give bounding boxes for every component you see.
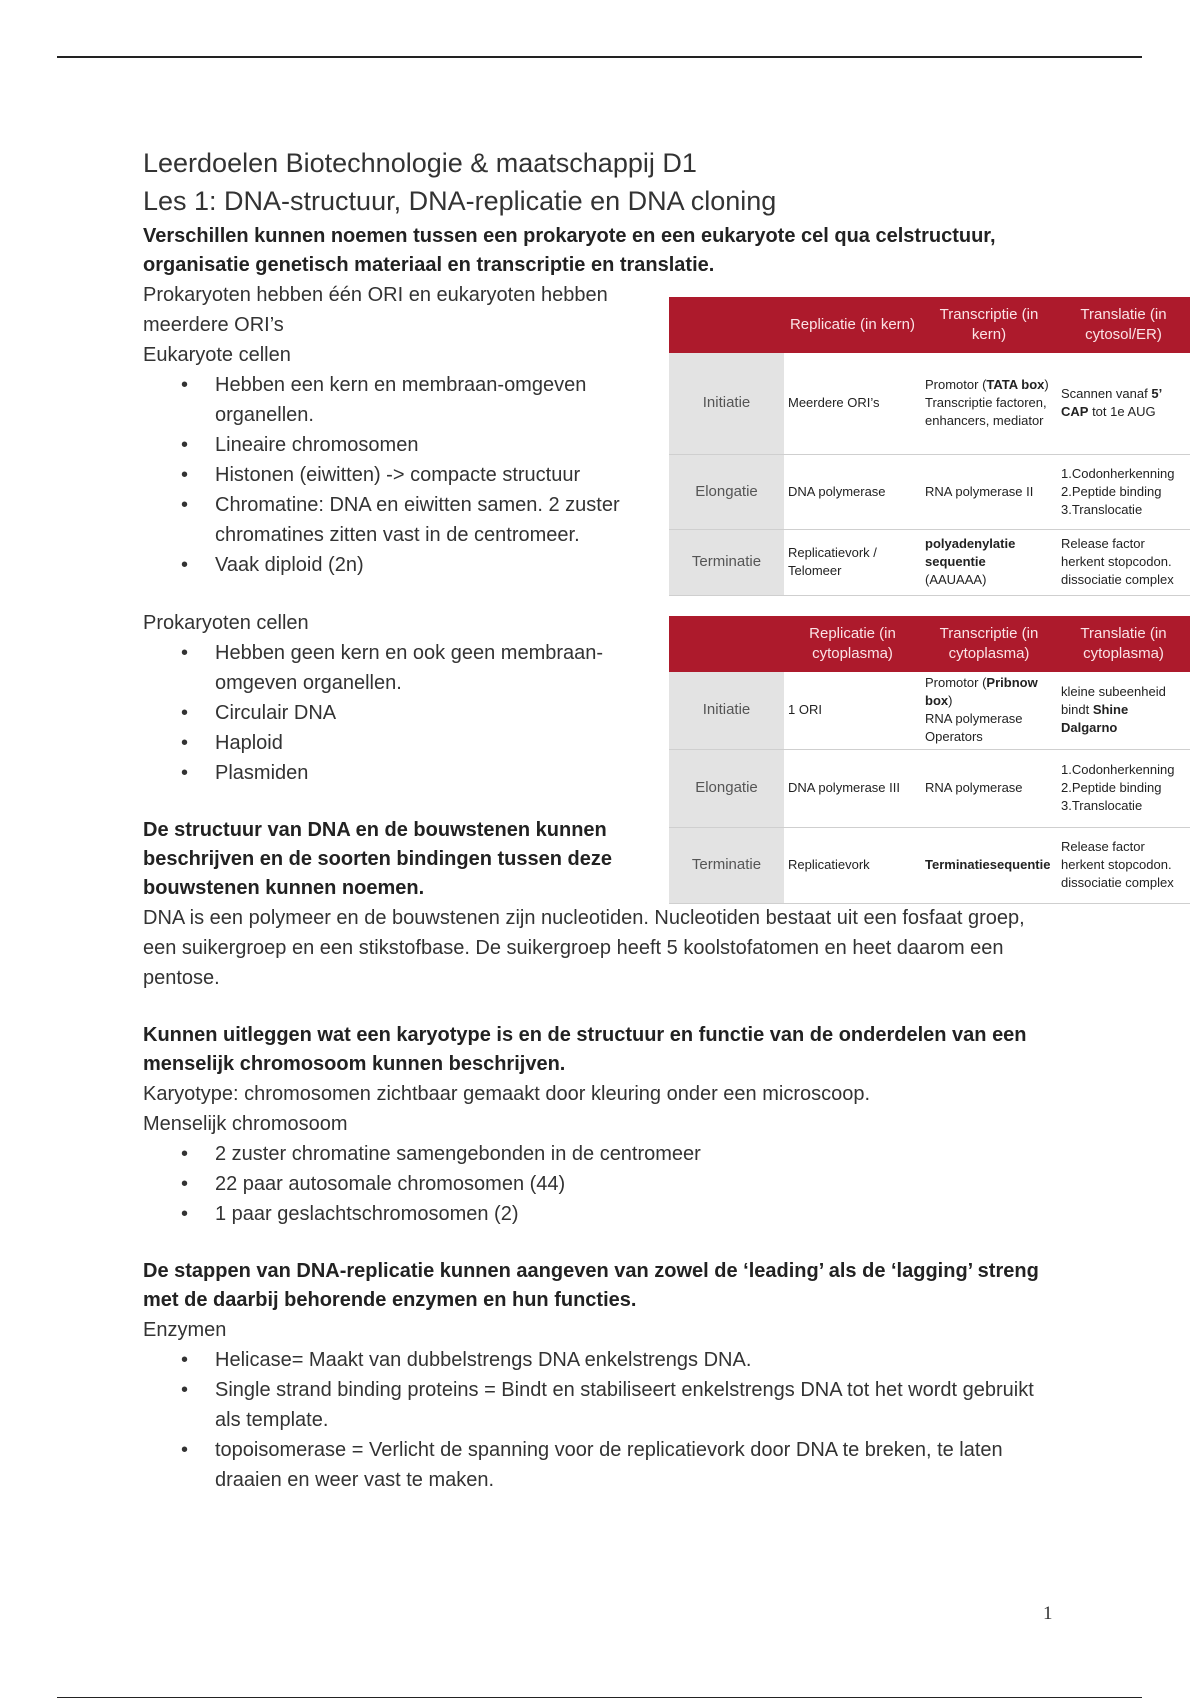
row-header: Elongatie	[669, 454, 784, 529]
eukaryote-label: Eukaryote cellen	[143, 344, 291, 366]
list-item: • Chromatine: DNA en eiwitten samen. 2 zuster chromatines zitten vast in de centromeer.	[143, 490, 643, 550]
section2	[143, 816, 643, 903]
row-header: Initiatie	[669, 353, 784, 454]
footer-rule	[57, 1697, 1142, 1698]
ori-intro: Prokaryoten hebben één ORI en eukaryoten hebben meerdere ORI’s	[143, 284, 608, 336]
section2-text: DNA is een polymeer en de bouwstenen zijn nucleotiden. Nucleotiden bestaat uit een fosfaat groep, een suikergroep en een stikstofbase. De suikergroep heeft 5 koolstofatomen en heet daarom een pentose.	[143, 907, 1025, 989]
list-item: • 2 zuster chromatine samengebonden in de centromeer	[143, 1139, 1063, 1169]
section2-heading: De structuur van DNA en de bouwstenen kunnen beschrijven en de soorten bindingen tussen deze bouwstenen kunnen noemen.	[143, 819, 612, 899]
table-cell: kleine subeenheid bindt Shine Dalgarno	[1061, 684, 1166, 736]
section4-heading: De stappen van DNA-replicatie kunnen aangeven van zowel de ‘leading’ als de ‘lagging’ streng met de daarbij behorende enzymen en hun functies.	[143, 1260, 1039, 1311]
chromosome-list	[143, 1139, 1063, 1229]
prokaryote-label: Prokaryoten cellen	[143, 612, 309, 634]
prokaryote-table	[669, 616, 1190, 904]
column-header: Replicatie (in cytoplasma)	[784, 616, 921, 672]
table-cell: Promotor (TATA box) Transcriptie factoren, enhancers, mediator	[925, 377, 1049, 429]
table-cell: Scannen vanaf 5’ CAP tot 1e AUG	[1061, 386, 1162, 420]
eukaryote-table	[669, 297, 1190, 596]
list-item: • Vaak diploid (2n)	[143, 550, 643, 580]
column-header: Replicatie (in kern)	[784, 297, 921, 353]
section1-heading: Verschillen kunnen noemen tussen een prokaryote en een eukaryote cel qua celstructuur, organisatie genetisch materiaal en transcriptie en translatie.	[143, 225, 996, 276]
row-header: Terminatie	[669, 529, 784, 595]
enzyme-list	[143, 1345, 1063, 1495]
table-row	[669, 672, 1190, 749]
list-item: • 1 paar geslachtschromosomen (2)	[143, 1199, 1063, 1229]
column-header: Translatie (in cytosol/ER)	[1057, 297, 1190, 353]
table-corner	[669, 616, 784, 672]
table-cell: Release factor herkent stopcodon. dissociatie complex	[1061, 536, 1174, 587]
prokaryote-list	[143, 638, 643, 788]
list-item: • Single strand binding proteins = Bindt en stabiliseert enkelstrengs DNA tot het wordt gebruikt als template.	[143, 1375, 1063, 1435]
eukaryote-list	[143, 370, 643, 580]
section3-heading: Kunnen uitleggen wat een karyotype is en de structuur en functie van de onderdelen van een menselijk chromosoom kunnen beschrijven.	[143, 1024, 1027, 1075]
list-item: • Histonen (eiwitten) -> compacte structuur	[143, 460, 643, 490]
list-item: • Helicase= Maakt van dubbelstrengs DNA enkelstrengs DNA.	[143, 1345, 1063, 1375]
column-header: Transcriptie (in cytoplasma)	[921, 616, 1057, 672]
table-cell: Terminatiesequentie	[925, 857, 1051, 872]
header-rule	[57, 56, 1142, 58]
column-header: Transcriptie (in kern)	[921, 297, 1057, 353]
table-cell: Promotor (Pribnow box) RNA polymerase Operators	[925, 675, 1038, 745]
table-cell: 1 ORI	[788, 702, 822, 718]
row-header: Terminatie	[669, 827, 784, 903]
table-cell: 1.Codonherkenning 2.Peptide binding 3.Translocatie	[1061, 465, 1175, 517]
document-title: Leerdoelen Biotechnologie & maatschappij D1	[143, 148, 697, 178]
row-header: Elongatie	[669, 749, 784, 827]
karyotype-text: Karyotype: chromosomen zichtbaar gemaakt door kleuring onder een microscoop.	[143, 1083, 871, 1105]
table-cell: 1.Codonherkenning 2.Peptide binding 3.Translocatie	[1061, 762, 1175, 813]
list-item: • Lineaire chromosomen	[143, 430, 643, 460]
list-item: • Hebben een kern en membraan-omgeven organellen.	[143, 370, 643, 430]
row-header: Initiatie	[669, 672, 784, 749]
table-row	[669, 827, 1190, 903]
cell-comparison	[143, 280, 643, 816]
chromosome-label: Menselijk chromosoom	[143, 1113, 348, 1135]
table-cell: Release factor herkent stopcodon. dissociatie complex	[1061, 839, 1174, 890]
table-cell: polyadenylatie sequentie (AAUAAA)	[925, 536, 1016, 587]
list-item: • Haploid	[143, 728, 643, 758]
table-cell: DNA polymerase III	[788, 780, 900, 795]
table-cell: RNA polymerase II	[925, 483, 1034, 499]
table-cell: Replicatievork / Telomeer	[788, 545, 877, 578]
table-row	[669, 749, 1190, 827]
list-item: • Circulair DNA	[143, 698, 643, 728]
list-item: • Plasmiden	[143, 758, 643, 788]
list-item: • 22 paar autosomale chromosomen (44)	[143, 1169, 1063, 1199]
table-cell: DNA polymerase	[788, 483, 886, 499]
enzymes-label: Enzymen	[143, 1319, 227, 1341]
table-cell: Meerdere ORI’s	[788, 395, 880, 411]
table-corner	[669, 297, 784, 353]
lesson-title: Les 1: DNA-structuur, DNA-replicatie en DNA cloning	[143, 186, 777, 216]
table-row	[669, 454, 1190, 529]
table-cell: RNA polymerase	[925, 780, 1023, 795]
page-number: 1	[1043, 1603, 1053, 1624]
list-item: • topoisomerase = Verlicht de spanning voor de replicatievork door DNA te breken, te laten draaien en weer vast te maken.	[143, 1435, 1063, 1495]
column-header: Translatie (in cytoplasma)	[1057, 616, 1190, 672]
table-row	[669, 353, 1190, 454]
list-item: • Hebben geen kern en ook geen membraan-omgeven organellen.	[143, 638, 643, 698]
table-row	[669, 529, 1190, 595]
table-cell: Replicatievork	[788, 857, 870, 872]
